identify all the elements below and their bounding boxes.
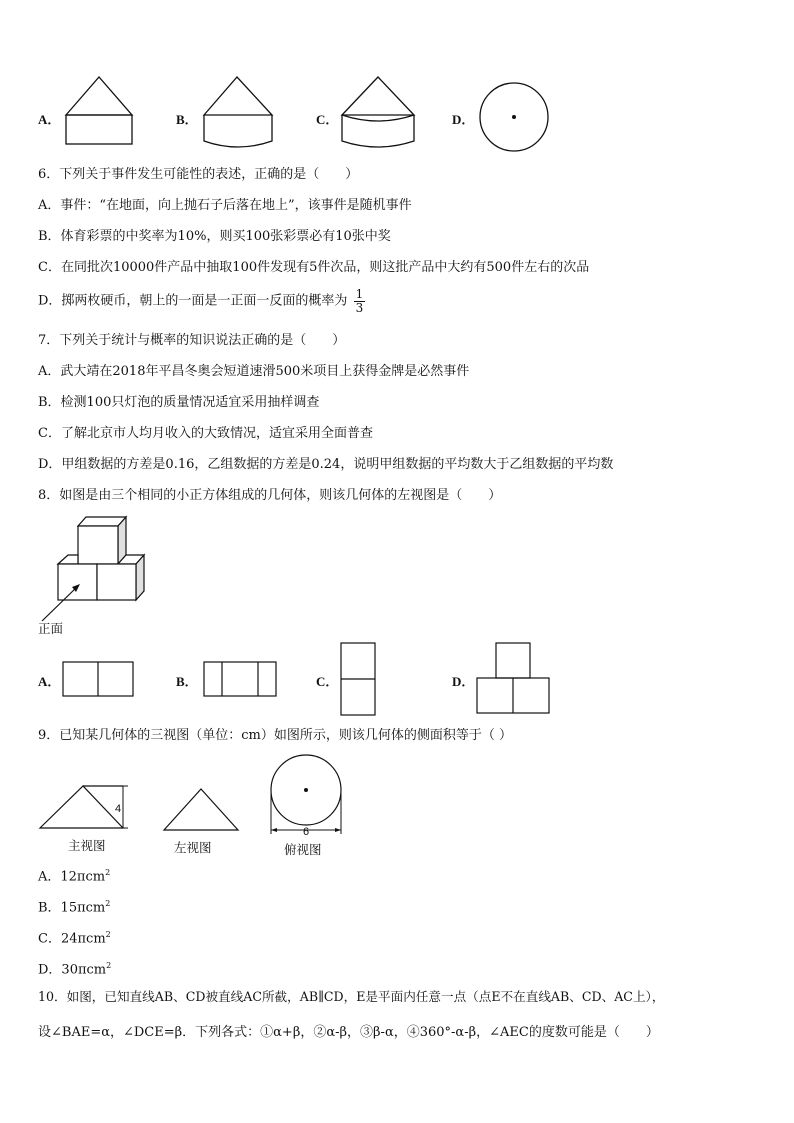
q9-option-b-text: B．15πcm bbox=[38, 900, 106, 916]
q6-stem: 6．下列关于事件发生可能性的表述，正确的是（ ） bbox=[38, 167, 359, 182]
q9-option-d-text: D．30πcm bbox=[38, 962, 107, 978]
q8-stem: 8．如图是由三个相同的小正方体组成的几何体，则该几何体的左视图是（ ） bbox=[38, 488, 502, 503]
q9-option-c bbox=[38, 926, 111, 948]
q9-option-a-text: A．12πcm bbox=[38, 869, 106, 885]
q5-figure-c bbox=[338, 75, 423, 155]
q7-stem: 7．下列关于统计与概率的知识说法正确的是（ ） bbox=[38, 333, 346, 348]
q6-option-d-fraction bbox=[354, 288, 366, 315]
q9-stem: 9．已知某几何体的三视图（单位：cm）如图所示，则该几何体的侧面积等于（ ） bbox=[38, 728, 513, 743]
q6-option-d-text: D．掷两枚硬币，朝上的一面是一正面一反面的概率为 bbox=[38, 293, 348, 309]
fraction-numerator: 1 bbox=[355, 287, 364, 301]
q9-left-view bbox=[162, 786, 242, 834]
q8-option-d-label: D． bbox=[452, 674, 475, 689]
q9-option-a bbox=[38, 864, 110, 886]
q9-option-b-exponent: 2 bbox=[105, 899, 111, 908]
fraction-denominator: 3 bbox=[355, 301, 364, 315]
q9-option-c-exponent: 2 bbox=[105, 930, 111, 939]
q6-option-c: C．在同批次10000件产品中抽取100件发现有5件次品，则这批产品中大约有500件左右的次品 bbox=[38, 260, 590, 275]
q5-figure-b bbox=[200, 75, 280, 150]
q5-option-c-label: C． bbox=[316, 112, 339, 127]
q7-option-c: C．了解北京市人均月收入的大致情况，适宜采用全面普查 bbox=[38, 426, 373, 441]
q8-option-b-label: B． bbox=[176, 674, 198, 689]
q8-figure-a bbox=[62, 661, 136, 699]
q9-option-d bbox=[38, 957, 111, 979]
q8-figure-d bbox=[476, 642, 552, 718]
q8-option-a-label: A． bbox=[38, 674, 61, 689]
q8-front-label: 正面 bbox=[38, 622, 64, 636]
q9-front-view-triangle bbox=[38, 782, 138, 834]
q7-option-d: D．甲组数据的方差是0.16，乙组数据的方差是0.24，说明甲组数据的平均数大于乙组数据的平均数 bbox=[38, 457, 614, 472]
q9-top-view-caption: 俯视图 bbox=[284, 843, 322, 857]
q5-option-a-label: A． bbox=[38, 112, 61, 127]
q8-option-c-label: C． bbox=[316, 674, 339, 689]
q9-option-d-exponent: 2 bbox=[106, 961, 112, 970]
q9-option-a-exponent: 2 bbox=[105, 868, 111, 877]
q9-height-label: 4 bbox=[115, 803, 122, 815]
q9-option-b bbox=[38, 895, 110, 917]
q8-figure-b bbox=[203, 661, 279, 699]
q9-option-c-text: C．24πcm bbox=[38, 931, 106, 947]
q7-option-a: A．武大靖在2018年平昌冬奥会短道速滑500米项目上获得金牌是必然事件 bbox=[38, 364, 470, 379]
q6-option-d bbox=[38, 288, 365, 315]
q9-front-view-caption: 主视图 bbox=[68, 839, 106, 853]
q5-option-b-label: B． bbox=[176, 112, 198, 127]
q8-cube-figure bbox=[56, 514, 156, 629]
q6-option-b: B．体育彩票的中奖率为10%，则买100张彩票必有10张中奖 bbox=[38, 229, 391, 244]
q5-figure-d bbox=[478, 82, 550, 154]
q6-option-a: A．事件：“在地面，向上抛石子后落在地上”，该事件是随机事件 bbox=[38, 198, 412, 213]
q9-width-label: 6 bbox=[303, 826, 310, 838]
q5-option-d-label: D． bbox=[452, 112, 475, 127]
q5-figure-a bbox=[62, 75, 142, 150]
q10-stem-line1: 10．如图，已知直线AB、CD被直线AC所截，AB∥CD，E是平面内任意一点（点E不在直线AB、CD、AC上）， bbox=[38, 989, 665, 1004]
q7-option-b: B．检测100只灯泡的质量情况适宜采用抽样调查 bbox=[38, 395, 320, 410]
q8-figure-c bbox=[340, 642, 378, 718]
q10-stem-line2: 设∠BAE=α，∠DCE=β．下列各式：①α+β，②α-β，③β-α，④360°-α-β，∠AEC的度数可能是（ ） bbox=[38, 1025, 659, 1040]
q9-left-view-caption: 左视图 bbox=[174, 841, 212, 855]
